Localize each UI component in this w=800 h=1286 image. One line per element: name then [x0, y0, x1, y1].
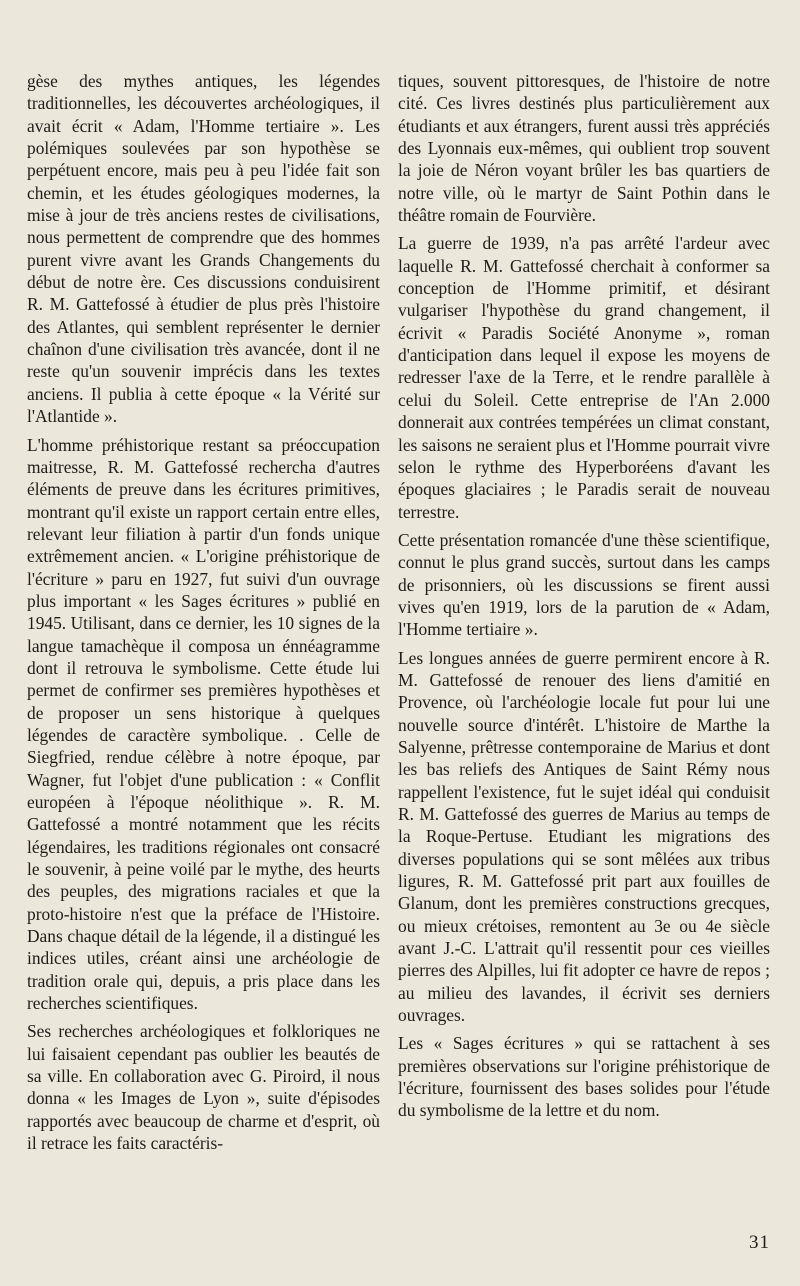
paragraph: Cette présentation romancée d'une thèse scientifique, connut le plus grand succès, surtout dans les camps de prisonniers, où les discussions se firent aussi vives qu'en 1919, lors de la parution de « Adam, l'Homme tertiaire ».: [398, 529, 770, 640]
paragraph: gèse des mythes antiques, les légendes traditionnelles, les découvertes archéologiques, il avait écrit « Adam, l'Homme tertiaire ». Les polémiques soulevées par son hypothèse se perpétuent encore, mais peu à peu l'idée fait son chemin, et les études géologiques modernes, la mise à jour de très anciens restes de civilisations, nous permettent de comprendre que des hommes purent vivre avant les Grands Changements du début de notre ère. Ces discussions conduisirent R. M. Gattefossé à étudier de plus près l'histoire des Atlantes, qui semblent représenter le dernier chaînon d'une civilisation très avancée, dont il ne reste qu'un souvenir imprécis dans les textes anciens. Il publia à cette époque « la Vérité sur l'Atlantide ».: [27, 71, 380, 427]
paragraph: La guerre de 1939, n'a pas arrêté l'ardeur avec laquelle R. M. Gattefossé cherchait à conformer sa conception de l'Homme primitif, et désirant vulgariser l'hypothèse du grand changement, il écrivit « Paradis Société Anonyme », roman d'anticipation dans lequel il expose les moyens de redresser l'axe de la Terre, et le rendre parallèle à celui du Soleil. Cette entreprise de l'An 2.000 donnerait aux contrées tempérées un climat constant, les saisons ne seraient plus et l'Homme pourrait vivre selon le rythme des Hyperboréens d'avant les époques glaciaires ; le Paradis serait de nouveau terrestre.: [398, 233, 770, 522]
paragraph: Les « Sages écritures » qui se rattachent à ses premières observations sur l'origine préhistorique de l'écriture, fournissent des bases solides pour l'étude du symbolisme de la lettre et du nom.: [398, 1033, 770, 1121]
paragraph: Ses recherches archéologiques et folkloriques ne lui faisaient cependant pas oublier les beautés de sa ville. En collaboration avec G. Piroird, il nous donna « les Images de Lyon », suite d'épisodes rapportés avec beaucoup de charme et d'esprit, où il retrace les faits caractéris-: [27, 1021, 380, 1154]
page-number: 31: [749, 1232, 770, 1253]
paragraph: tiques, souvent pittoresques, de l'histoire de notre cité. Ces livres destinés plus particulièrement aux étudiants et aux étrangers, furent aussi très appréciés des Lyonnais eux-mêmes, qui oublient trop souvent la joie de Néron voyant brûler les bas quartiers de notre ville, où le martyr de Saint Pothin dans le théâtre romain de Fourvière.: [398, 71, 770, 226]
paragraph: L'homme préhistorique restant sa préoccupation maitresse, R. M. Gattefossé rechercha d'autres éléments de preuve dans les écritures primitives, montrant qu'il existe un rapport certain entre elles, relevant leur filiation à partir d'un fonds unique extrêmement ancien. « L'origine préhistorique de l'écriture » paru en 1927, fut suivi d'un ouvrage plus important « les Sages écritures » publié en 1945. Utilisant, dans ce dernier, les 10 signes de la langue tamachèque il composa un énnéagramme dont il retrouva le symbolisme. Cette étude lui permet de confirmer ses premières hypothèses et de proposer un sens historique à quelques légendes de caractère symbolique. . Celle de Siegfried, rendue célèbre à notre époque, par Wagner, fut l'objet d'une publication : « Conflit européen à l'époque néolithique ». R. M. Gattefossé a montré notamment que les récits légendaires, les traditions régionales ont consacré le souvenir, à peine voilé par le mythe, des heurts des peuples, des migrations raciales et que la proto-histoire n'est que la préface de l'Histoire. Dans chaque détail de la légende, il a distingué les indices utiles, créant ainsi une archéologie de tradition orale qui, depuis, a pris place dans les recherches scientifiques.: [27, 434, 380, 1014]
right-column: [398, 70, 770, 1128]
paragraph: Les longues années de guerre permirent encore à R. M. Gattefossé de renouer des liens d'amitié en Provence, où l'archéologie locale fut pour lui une nouvelle source d'intérêt. L'histoire de Marthe la Salyenne, prêtresse contemporaine de Marius et dont les bas reliefs des Antiques de Saint Rémy nous rappellent l'existence, fut le sujet idéal qui conduisit R. M. Gattefossé des guerres de Marius au temps de la Roque-Pertuse. Etudiant les migrations des diverses populations qui se sont mêlées aux tribus ligures, R. M. Gattefossé prit part aux fouilles de Glanum, dont les premières constructions grecques, ou mieux crétoises, remontent au 3e ou 4e siècle avant J.-C. L'attrait qu'il ressentit pour ces vieilles pierres des Alpilles, lui fit adopter ce havre de repos ; au milieu des lavandes, il écrivit ses derniers ouvrages.: [398, 647, 770, 1026]
left-column: [27, 70, 380, 1161]
